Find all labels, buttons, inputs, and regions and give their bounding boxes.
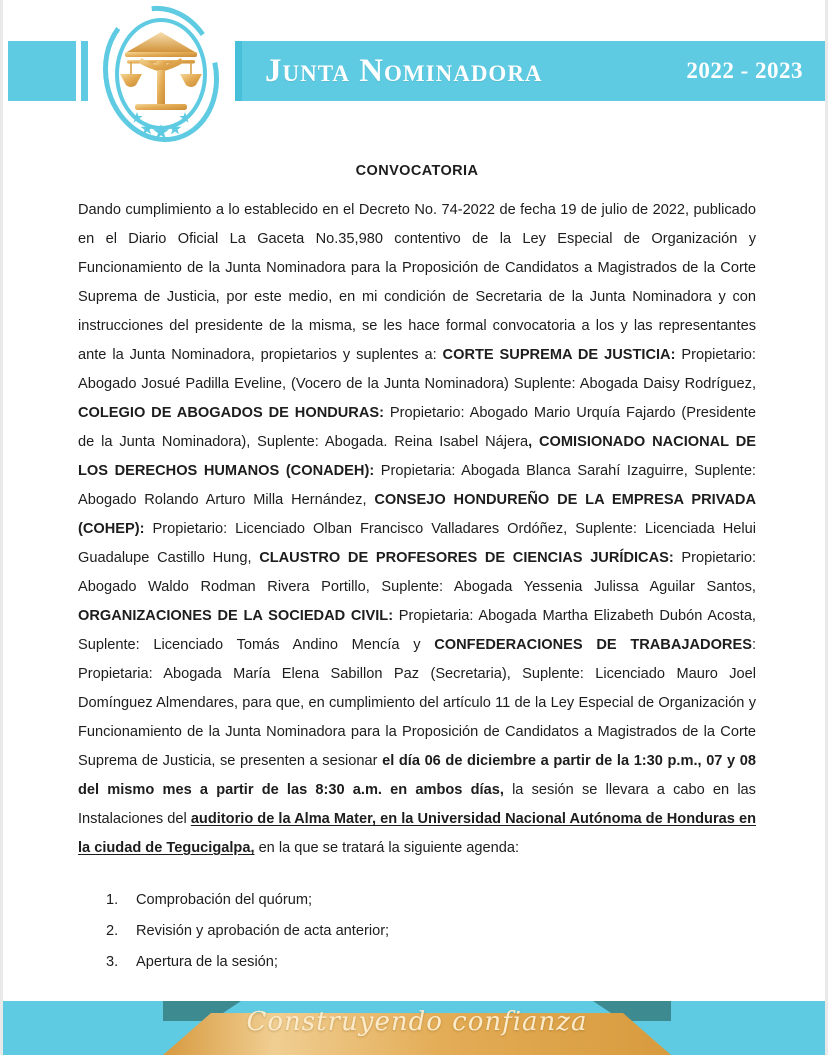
text-after-org3: Propietaria: Abogada Blanca Sarahí Izaguirre, Suplente: Abogado Rolando Arturo Milla Hernández, bbox=[78, 463, 756, 508]
agenda-list bbox=[78, 885, 756, 978]
org-cohep: CONSEJO HONDUREÑO DE LA EMPRESA PRIVADA (COHEP): bbox=[78, 492, 756, 537]
junta-nominadora-logo bbox=[91, 4, 231, 144]
org-conadeh: , COMISIONADO NACIONAL DE LOS DERECHOS HUMANOS (CONADEH): bbox=[78, 434, 756, 479]
header-title: Junta Nominadora bbox=[265, 52, 543, 89]
text-location-lead: la sesión se llevara a cabo en las Instalaciones del bbox=[78, 782, 756, 827]
org-confederaciones-trabajadores: CONFEDERACIONES DE TRABAJADORES bbox=[434, 637, 752, 653]
scales-of-justice-seal-icon bbox=[91, 4, 231, 144]
document-footer bbox=[3, 991, 828, 1055]
text-after-org5: Propietario: Abogado Waldo Rodman Rivera Portillo, Suplente: Abogada Yessenia Julissa Aguilar Santos, bbox=[78, 550, 757, 595]
org-sociedad-civil: ORGANIZACIONES DE LA SOCIEDAD CIVIL: bbox=[78, 608, 394, 624]
header-period-label: 2022 - 2023 bbox=[686, 58, 803, 83]
footer-slogan: Construyendo confianza bbox=[246, 1007, 588, 1037]
text-agenda-lead: en la que se tratará la siguiente agenda: bbox=[254, 840, 520, 856]
text-after-org1: Propietario: Abogado Josué Padilla Eveline, (Vocero de la Junta Nominadora) Suplente: Abogada Daisy Rodríguez, bbox=[78, 347, 756, 392]
header-bar-right-divider bbox=[235, 41, 242, 101]
text-after-org6: Propietaria: Abogada Martha Elizabeth Dubón Acosta, Suplente: Licenciado Tomás Andino Mencía y bbox=[78, 608, 756, 653]
org-colegio-abogados: COLEGIO DE ABOGADOS DE HONDURAS: bbox=[78, 405, 384, 421]
para-intro: Dando cumplimiento a lo establecido en el Decreto No. 74-2022 de fecha 19 de julio de 2022, publicado en el Diario Oficial La Gaceta No.35,980 contentivo de la Ley Especial de Organización y Funcionamiento de la Junta Nominadora para la Proposición de Candidatos a Magistrados de la Corte Suprema de Justicia, por este medio, en mi condición de Secretaria de la Junta Nominadora y con instrucciones del presidente de la misma, se les hace formal convocatoria a los y las representantes ante la Junta Nominadora, propietarios y suplentes a: bbox=[78, 202, 756, 363]
footer-ribbon-graphic bbox=[3, 991, 828, 1055]
header-bar-left-divider bbox=[81, 41, 88, 101]
org-corte-suprema: CORTE SUPREMA DE JUSTICIA: bbox=[442, 347, 676, 363]
text-after-org4: Propietario: Licenciado Olban Francisco Valladares Ordóñez, Suplente: Licenciada Helui Guadalupe Castillo Hung, bbox=[78, 521, 756, 566]
list-item: Apertura de la sesión; bbox=[136, 954, 278, 970]
header-bar-left-segment bbox=[8, 41, 76, 101]
list-item: Revisión y aprobación de acta anterior; bbox=[136, 923, 390, 939]
text-after-org7: : Propietaria: Abogada María Elena Sabillon Paz (Secretaria), Suplente: Licenciado Mauro Joel Domínguez Almendares, para que, en cumplimiento del artículo 11 de la Ley Especial de Organización y Funcionamiento de la Junta Nominadora para la Proposición de Candidatos a Magistrados de la Corte Suprema de Justicia, se presenten a sesionar bbox=[78, 637, 757, 769]
convocatoria-paragraph bbox=[78, 196, 756, 863]
session-venue-underline: auditorio de la Alma Mater, en la Universidad Nacional Autónoma de Honduras en la ciudad de Tegucigalpa, bbox=[78, 811, 756, 856]
document-header bbox=[3, 0, 828, 145]
text-after-org2: Propietario: Abogado Mario Urquía Fajardo (Presidente de la Junta Nominadora), Suplente: Abogada. Reina Isabel Nájera bbox=[78, 405, 756, 450]
org-claustro-profesores: CLAUSTRO DE PROFESORES DE CIENCIAS JURÍDICAS: bbox=[259, 550, 674, 566]
document-content bbox=[78, 158, 756, 978]
session-dates: el día 06 de diciembre a partir de la 1:30 p.m., 07 y 08 del mismo mes a partir de las 8:30 a.m. en ambos días, bbox=[78, 753, 756, 798]
page-title: CONVOCATORIA bbox=[355, 163, 479, 179]
list-item: Comprobación del quórum; bbox=[136, 892, 313, 908]
